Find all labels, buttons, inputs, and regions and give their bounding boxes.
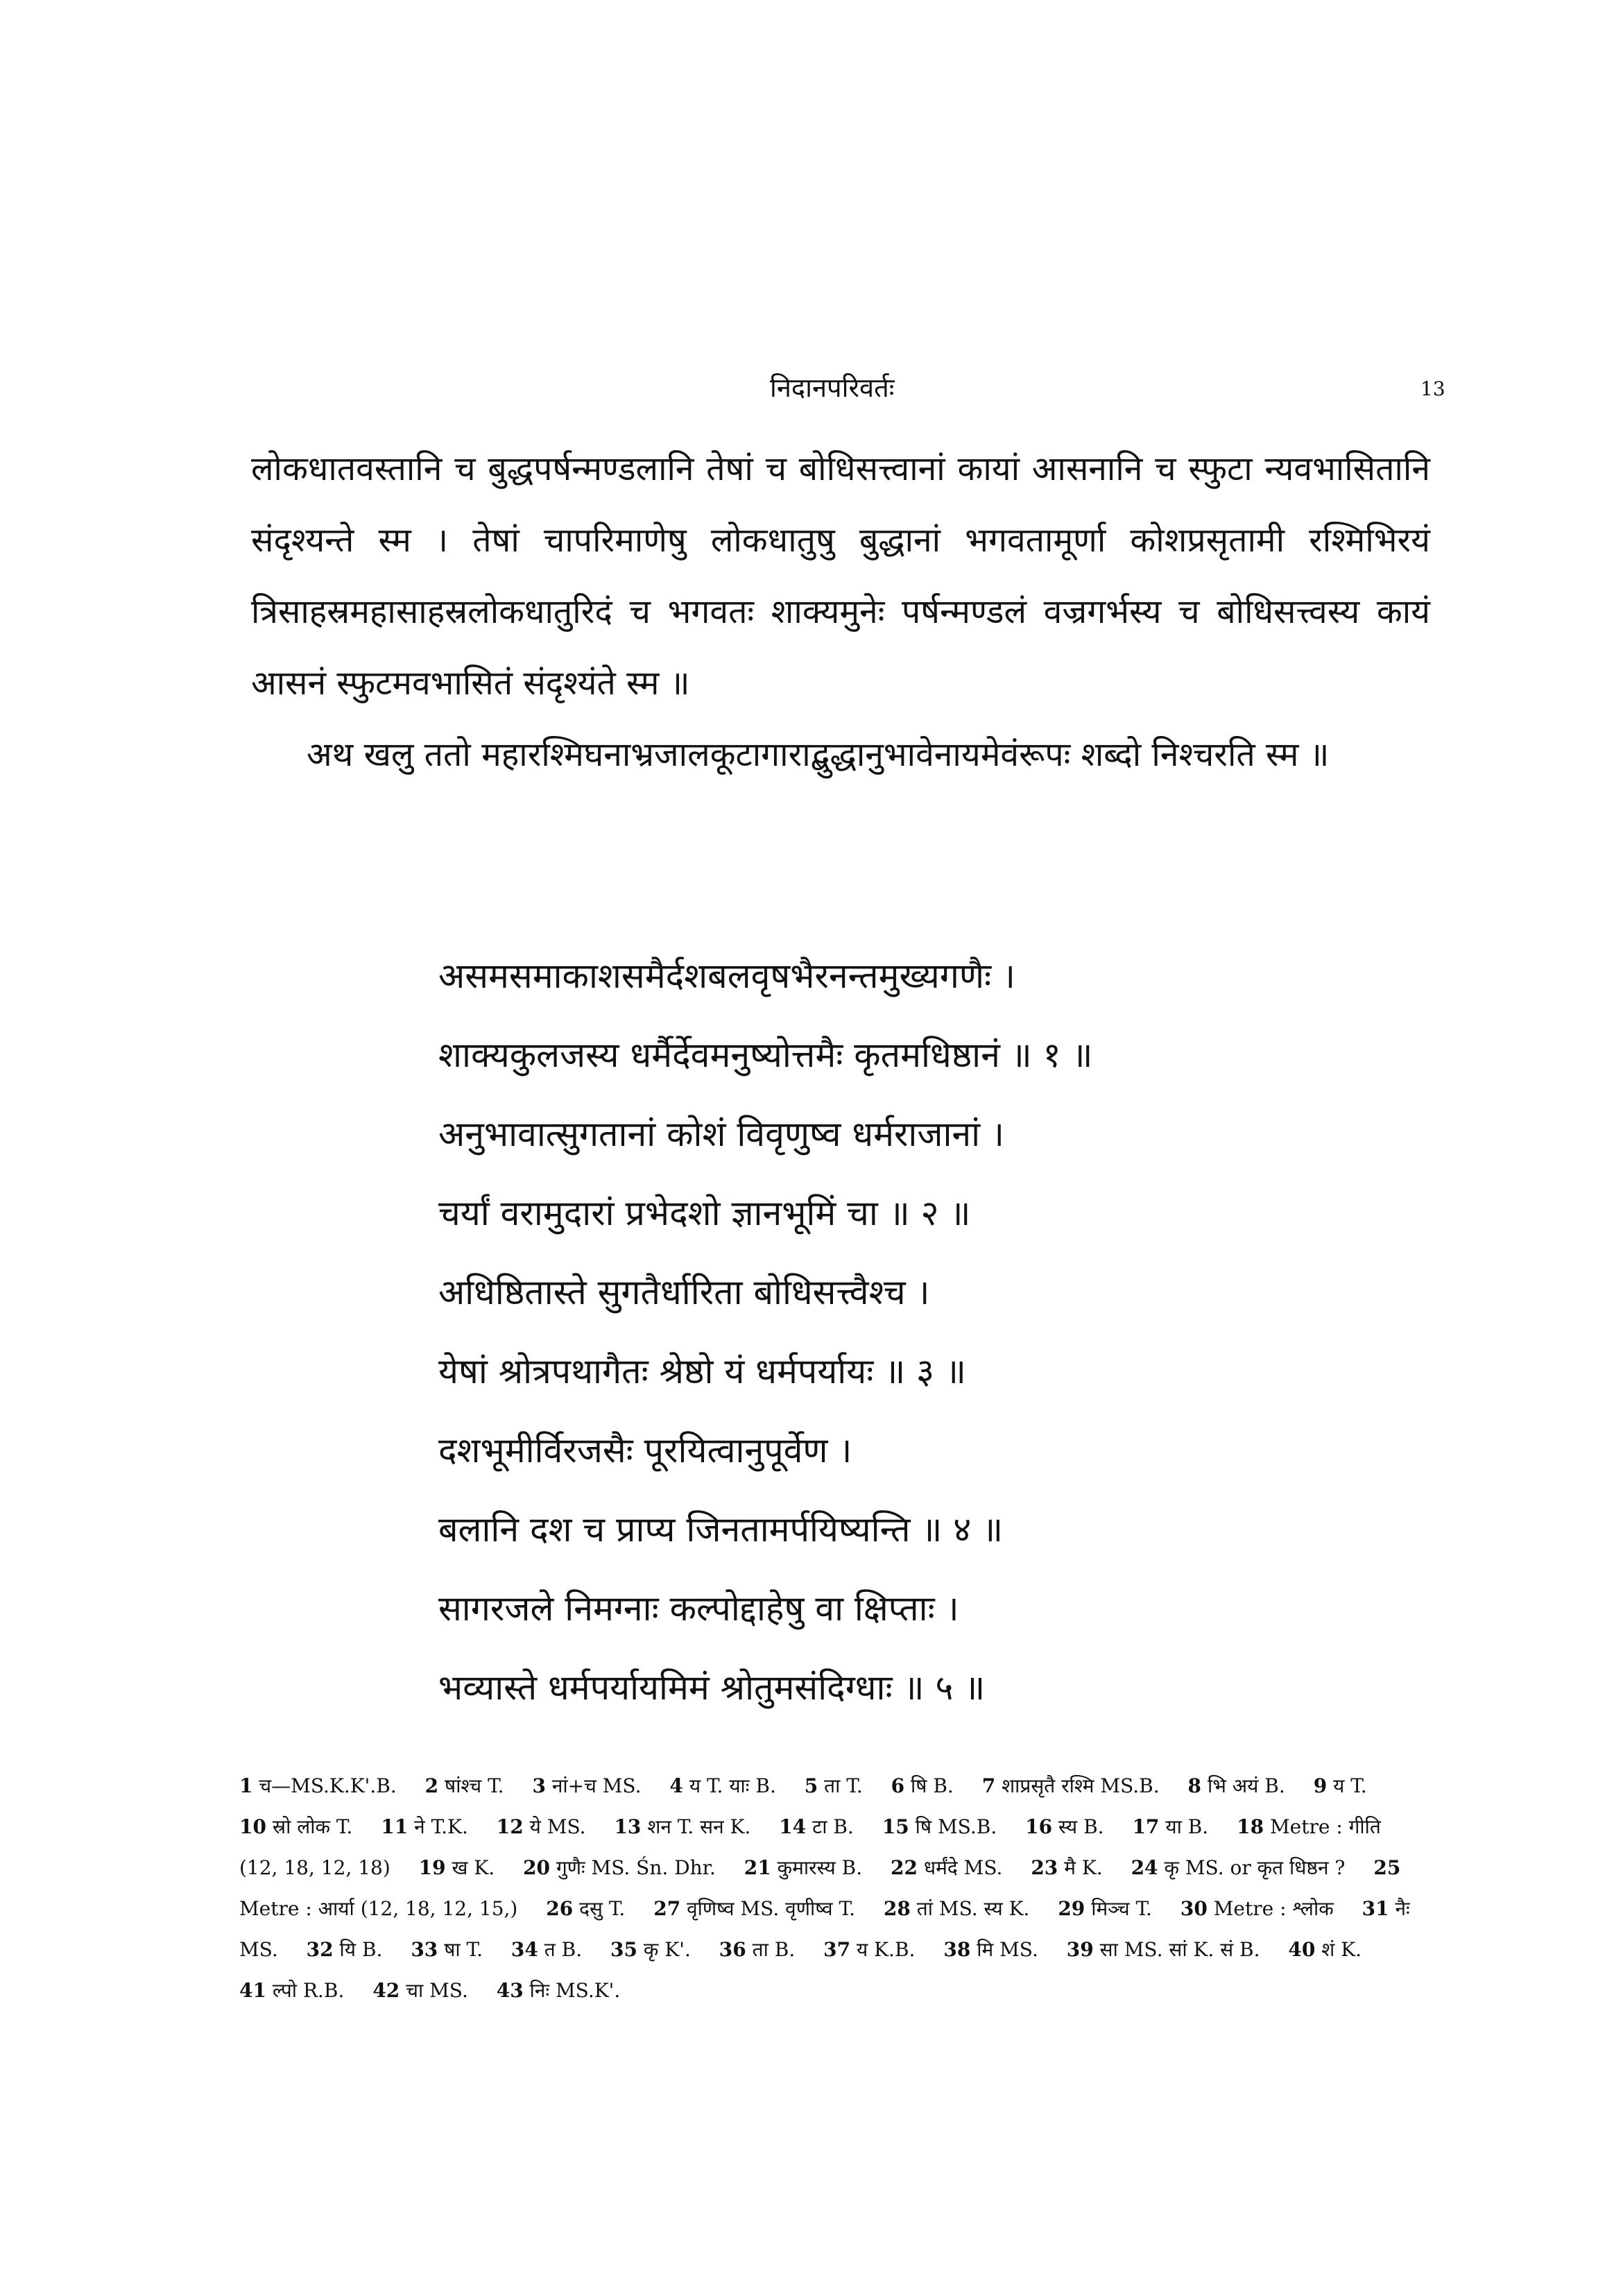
footnote	[381, 1815, 468, 1838]
footnote-text: गुणैः MS. Śn. Dhr.	[556, 1856, 716, 1879]
footnote-number: 23	[1031, 1856, 1058, 1879]
footnote	[546, 1897, 625, 1920]
footnote-text: षि MS.B.	[915, 1815, 997, 1838]
prose-block	[251, 434, 1430, 791]
footnote-text: ने T.K.	[414, 1815, 468, 1838]
footnote-number: 35	[610, 1938, 638, 1961]
prose-paragraph: अथ खलु ततो महारश्मिघनाभ्रजालकूटागाराद्बुद्धानुभावेनायमेवंरूपः शब्दो निश्चरति स्म ॥	[307, 735, 1330, 774]
footnote	[882, 1815, 997, 1838]
verse-line: सागरजले निमग्नाः कल्पोद्दाहेषु वा क्षिप्ताः ।	[438, 1588, 959, 1629]
footnote-number: 10	[239, 1815, 266, 1838]
footnote-number: 16	[1025, 1815, 1053, 1838]
footnote-text: षांश्च T.	[445, 1774, 504, 1797]
footnote-text: तां MS. स्य K.	[916, 1897, 1030, 1920]
footnote-number: 28	[883, 1897, 911, 1920]
footnote-text: धर्मंदे MS.	[923, 1856, 1003, 1879]
footnote-text: षि B.	[911, 1774, 954, 1797]
footnote-number: 9	[1313, 1774, 1328, 1797]
footnote-number: 8	[1187, 1774, 1202, 1797]
footnote-number: 27	[653, 1897, 681, 1920]
footnote-text: मि MS.	[977, 1938, 1038, 1961]
footnote	[419, 1856, 495, 1879]
footnote-number: 34	[510, 1938, 538, 1961]
footnote-number: 17	[1132, 1815, 1160, 1838]
footnote-text: कुमारस्य B.	[777, 1856, 863, 1879]
verse-line: असमसमाकाशसमैर्दशबलवृषभैरनन्तमुख्यगणैः ।	[438, 956, 1015, 996]
footnote-number: 30	[1180, 1897, 1208, 1920]
footnote-text: नां+च MS.	[551, 1774, 642, 1797]
footnote	[719, 1938, 795, 1961]
footnote	[653, 1897, 855, 1920]
footnote	[532, 1774, 641, 1797]
footnote-text: मिञ्च T.	[1091, 1897, 1152, 1920]
footnote-text: Metre : आर्या (12, 18, 12, 15,)	[239, 1897, 518, 1920]
footnotes	[239, 1765, 1415, 2011]
footnote	[239, 1774, 397, 1797]
footnote-number: 36	[719, 1938, 746, 1961]
footnote	[610, 1938, 691, 1961]
footnote-number: 26	[546, 1897, 574, 1920]
footnote-text: शं K.	[1321, 1938, 1362, 1961]
chapter-title: निदानपरिवर्तः	[770, 372, 895, 403]
footnote-number: 20	[523, 1856, 551, 1879]
verse-line: बलानि दश च प्राप्य जिनतामर्पयिष्यन्ति ॥ ४ ॥	[438, 1509, 1004, 1550]
footnote-number: 15	[882, 1815, 909, 1838]
footnote-text: Metre : श्लोक	[1213, 1897, 1334, 1920]
footnote-number: 1	[239, 1774, 253, 1797]
footnote	[823, 1938, 915, 1961]
footnote-text: ल्पो R.B.	[272, 1979, 345, 2002]
footnote-number: 14	[779, 1815, 807, 1838]
footnote-number: 41	[239, 1979, 266, 2002]
footnote	[372, 1979, 468, 2002]
prose-paragraph: लोकधातवस्तानि च बुद्धपर्षन्मण्डलानि तेषां च बोधिसत्त्वानां कायां आसनानि च स्फुटा न्यवभासितानि संदृश्यन्ते स्म । तेषां चापरिमाणेषु लोकधातुषु बुद्धानां भगवतामूर्णा कोशप्रसृतामी रश्मिभिरयं त्रिसाहस्रमहासाहस्रलोकधातुरिदं च भगवतः शाक्यमुनेः पर्षन्मण्डलं वज्रगर्भस्य च बोधिसत्त्वस्य कायं आसनं स्फुटमवभासितं संदृश्यंते स्म ॥	[251, 449, 1430, 703]
footnote-number: 6	[891, 1774, 905, 1797]
footnote-number: 2	[424, 1774, 439, 1797]
footnote	[1132, 1815, 1208, 1838]
footnote-number: 12	[496, 1815, 524, 1838]
verse-line: अधिष्ठितास्ते सुगतैर्धारिता बोधिसत्त्वैश्च ।	[438, 1272, 930, 1312]
footnote-text: शन T. सन K.	[647, 1815, 751, 1838]
footnote-text: ख K.	[452, 1856, 495, 1879]
footnote	[239, 1979, 344, 2002]
footnote	[1067, 1938, 1260, 1961]
footnote	[982, 1774, 1160, 1797]
footnote-number: 24	[1131, 1856, 1158, 1879]
footnote	[511, 1938, 582, 1961]
footnote-text: कृ MS. or कृत धिष्ठन ?	[1164, 1856, 1346, 1879]
footnote-text: स्रो लोक T.	[272, 1815, 353, 1838]
footnote-text: या B.	[1165, 1815, 1209, 1838]
footnote-number: 25	[1373, 1856, 1401, 1879]
footnote-text: च—MS.K.K'.B.	[259, 1774, 397, 1797]
footnote-text: ता B.	[752, 1938, 796, 1961]
footnote	[1288, 1938, 1362, 1961]
footnote-text: भि अयं B.	[1207, 1774, 1285, 1797]
footnote-number: 29	[1058, 1897, 1085, 1920]
footnote-number: 39	[1066, 1938, 1094, 1961]
footnote-number: 38	[943, 1938, 971, 1961]
footnote	[1314, 1774, 1367, 1797]
footnote-number: 19	[418, 1856, 446, 1879]
footnote-number: 7	[981, 1774, 996, 1797]
footnote	[523, 1856, 716, 1879]
footnote	[779, 1815, 854, 1838]
footnote-number: 32	[306, 1938, 334, 1961]
footnote	[239, 1815, 352, 1838]
footnote-text: चा MS.	[406, 1979, 468, 2002]
footnote-text: शाप्रसृतै रश्मि MS.B.	[1002, 1774, 1160, 1797]
footnote	[1188, 1774, 1285, 1797]
footnote	[943, 1938, 1038, 1961]
verse-line: शाक्यकुलजस्य धर्मैर्देवमनुष्योत्तमैः कृतमधिष्ठानं ॥ १ ॥	[438, 1035, 1093, 1075]
footnote-text: य K.B.	[857, 1938, 916, 1961]
footnote-text: यि B.	[339, 1938, 383, 1961]
footnote-number: 5	[804, 1774, 818, 1797]
footnote	[497, 1979, 621, 2002]
footnote	[1131, 1856, 1346, 1879]
footnote-number: 22	[891, 1856, 918, 1879]
verse-line: चर्यां वरामुदारां प्रभेदशो ज्ञानभूमिं चा ॥ २ ॥	[438, 1193, 971, 1233]
footnote	[1025, 1815, 1104, 1838]
footnote	[1058, 1897, 1152, 1920]
footnote-number: 43	[496, 1979, 524, 2002]
footnote	[614, 1815, 750, 1838]
verse-line: येषां श्रोत्रपथागैतः श्रेष्ठो यं धर्मपर्यायः ॥ ३ ॥	[438, 1351, 966, 1391]
footnote	[891, 1774, 954, 1797]
page-header	[0, 361, 1623, 416]
footnote-number: 31	[1362, 1897, 1389, 1920]
footnote-text: ये MS.	[529, 1815, 586, 1838]
footnote	[891, 1856, 1002, 1879]
footnote-number: 3	[532, 1774, 546, 1797]
footnote-text: स्य B.	[1058, 1815, 1104, 1838]
footnote-text: कृ K'.	[643, 1938, 691, 1961]
footnote	[425, 1774, 504, 1797]
footnote-number: 40	[1288, 1938, 1316, 1961]
footnote	[1180, 1897, 1334, 1920]
footnote	[1031, 1856, 1102, 1879]
footnote	[805, 1774, 863, 1797]
footnote-text: टा B.	[812, 1815, 854, 1838]
verse-line: दशभूमीर्विरजसैः पूरयित्वानुपूर्वेण ।	[438, 1430, 852, 1471]
page-number: 13	[1420, 377, 1445, 400]
footnote	[669, 1774, 775, 1797]
footnote	[884, 1897, 1030, 1920]
footnote-text: दसु T.	[579, 1897, 626, 1920]
footnote-text: नैः MS.	[239, 1897, 1410, 1961]
footnote-number: 18	[1237, 1815, 1264, 1838]
footnote-text: सा MS. सां K. सं B.	[1099, 1938, 1260, 1961]
footnote	[411, 1938, 483, 1961]
footnote-text: त B.	[544, 1938, 583, 1961]
footnote-number: 11	[381, 1815, 409, 1838]
footnote-number: 4	[669, 1774, 683, 1797]
verse-block	[438, 936, 1340, 1727]
footnote-text: य T.	[1333, 1774, 1367, 1797]
footnote-text: वृणिष्व MS. वृणीष्व T.	[687, 1897, 855, 1920]
footnote-text: निः MS.K'.	[529, 1979, 621, 2002]
footnote-number: 13	[614, 1815, 642, 1838]
footnote-text: य T. याः B.	[689, 1774, 776, 1797]
footnote	[307, 1938, 383, 1961]
footnote	[497, 1815, 586, 1838]
footnote-text: षा T.	[444, 1938, 483, 1961]
footnote-number: 42	[372, 1979, 400, 2002]
footnote-number: 37	[823, 1938, 851, 1961]
verse-line: अनुभावात्सुगतानां कोशं विवृणुष्व धर्मराजानां ।	[438, 1114, 1004, 1154]
footnote-number: 21	[744, 1856, 771, 1879]
footnote-text: Metre : गीति (12, 18, 12, 18)	[239, 1815, 1381, 1879]
footnote-text: ता T.	[824, 1774, 863, 1797]
footnote-number: 33	[411, 1938, 438, 1961]
verse-line: भव्यास्ते धर्मपर्यायमिमं श्रोतुमसंदिग्धाः ॥ ५ ॥	[438, 1668, 986, 1708]
footnote-text: मै K.	[1064, 1856, 1103, 1879]
footnote	[744, 1856, 862, 1879]
